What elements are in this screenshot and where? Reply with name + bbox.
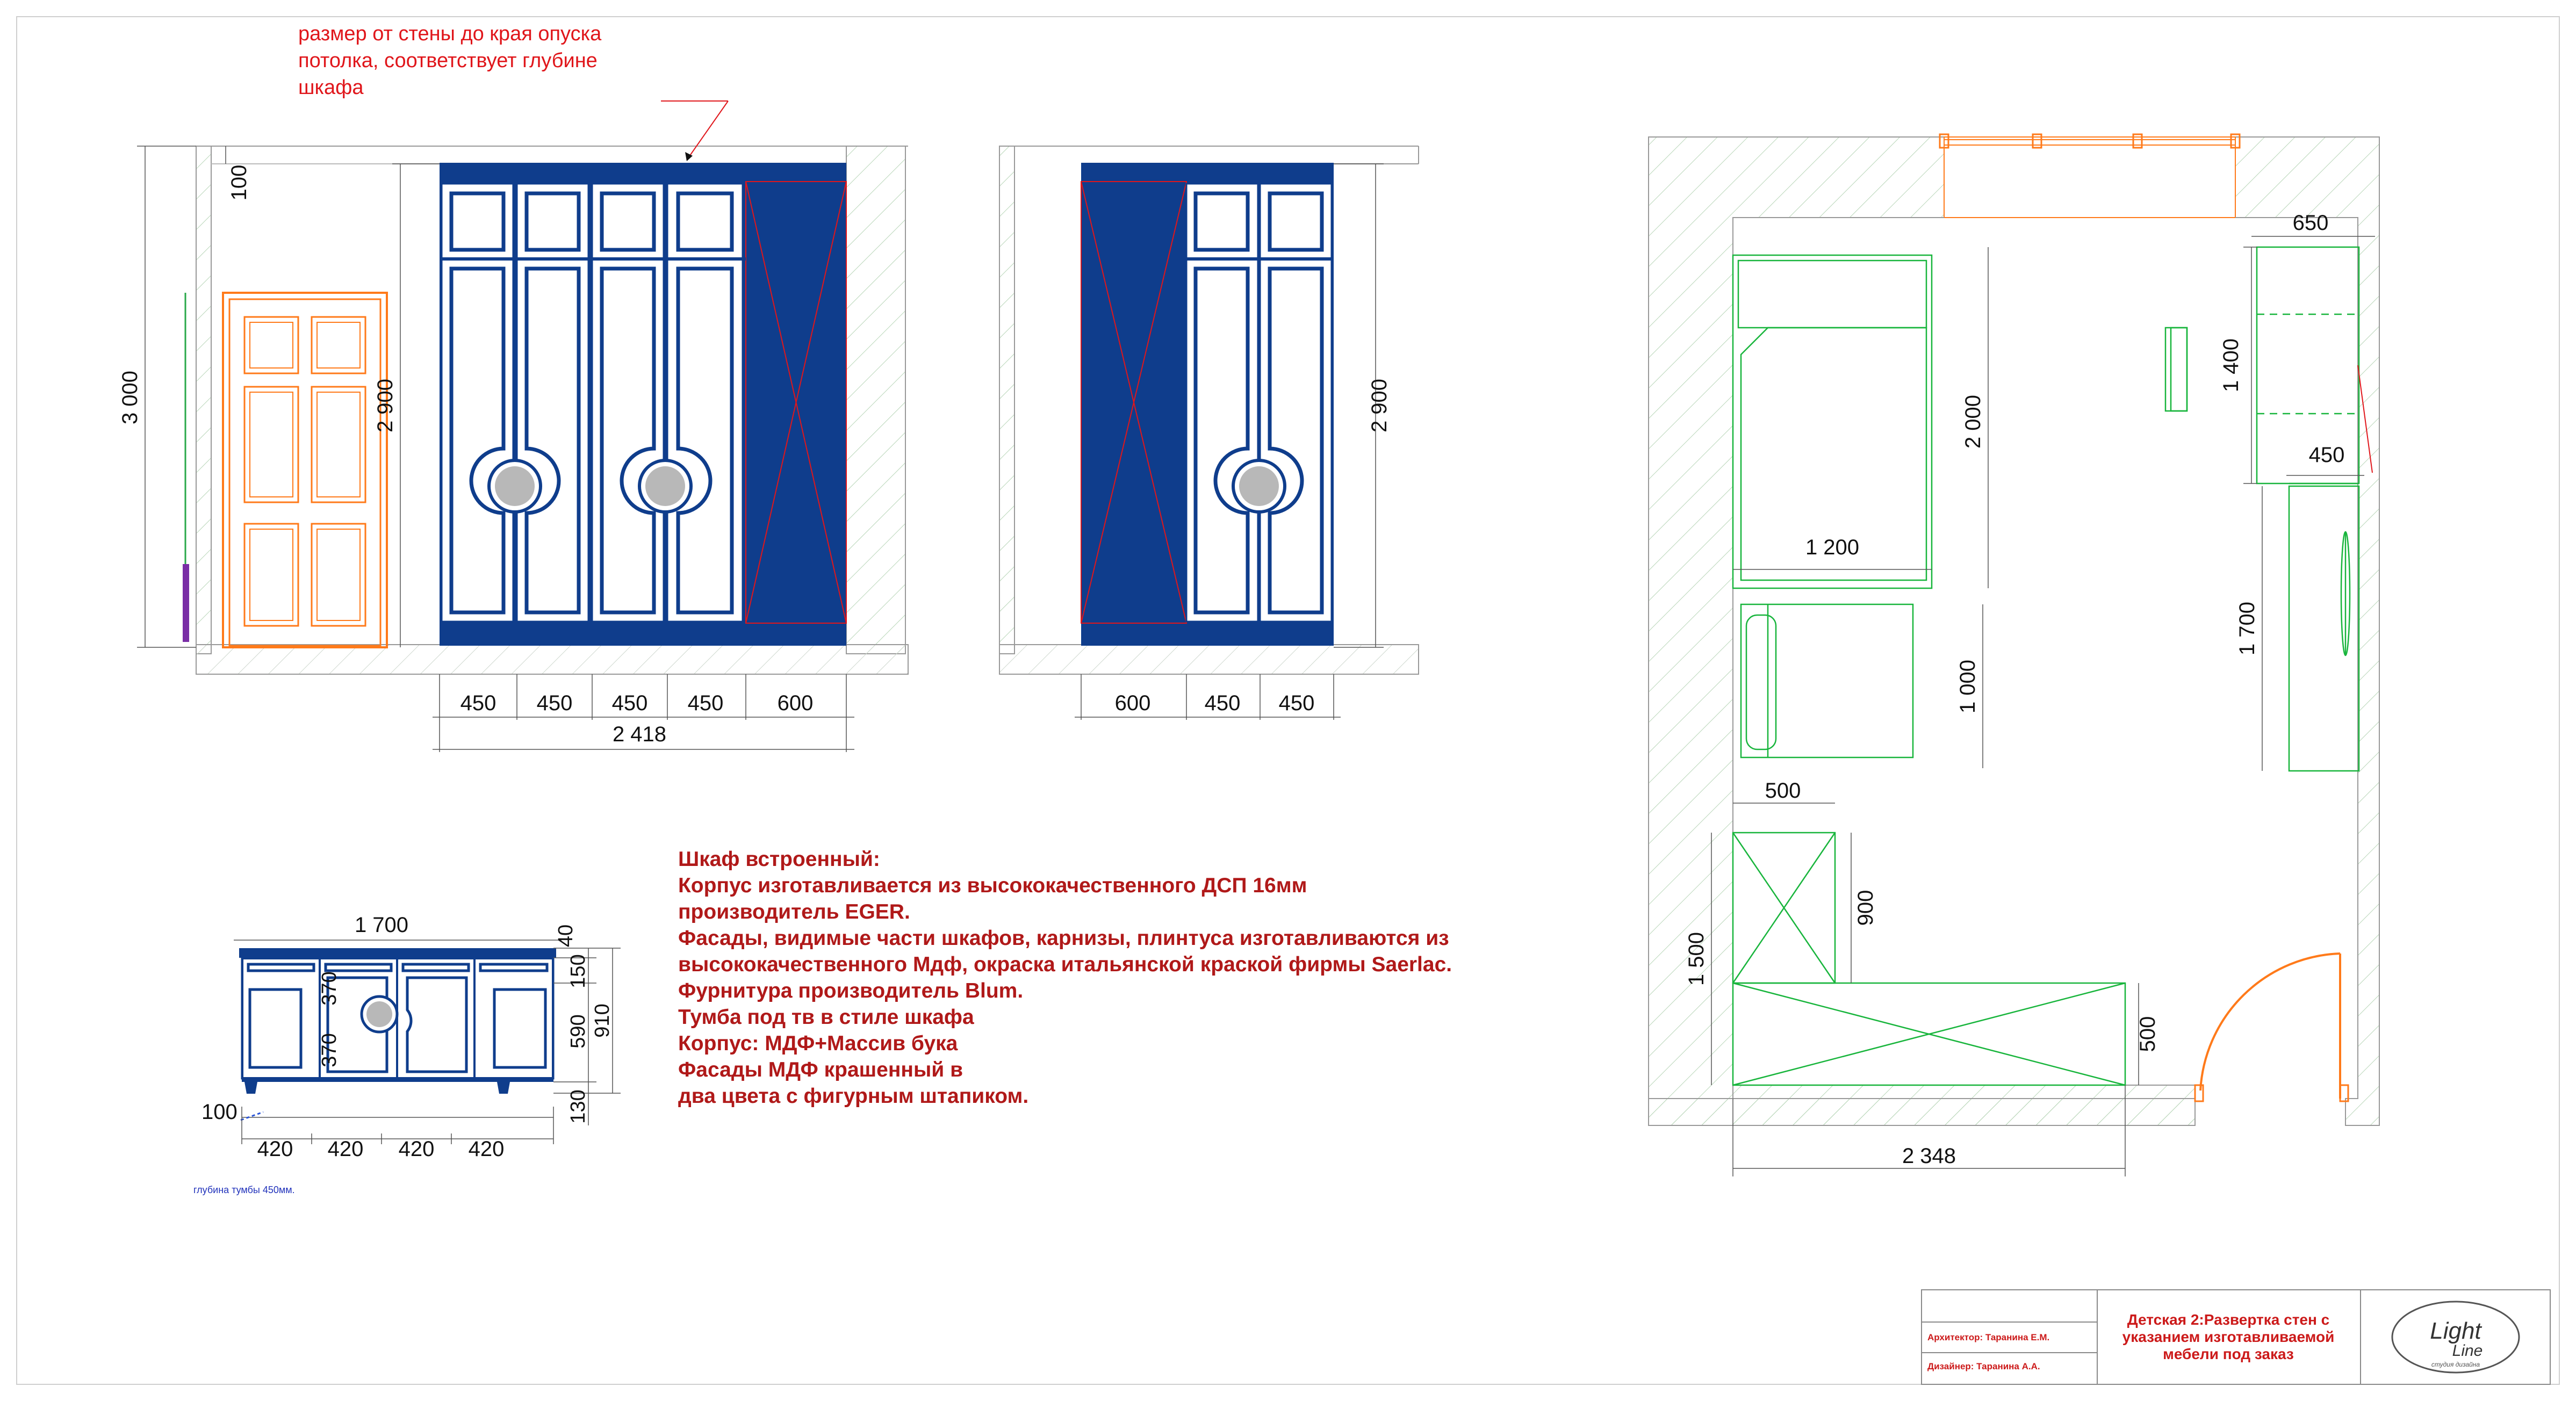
spec-line: два цвета с фигурным штапиком. (678, 1085, 1029, 1108)
plan-shelf-length: 1 700 (2235, 601, 2259, 656)
designer-label: Дизайнер: Таранина А.А. (1927, 1361, 2040, 1371)
spec-line: Тумба под тв в стиле шкафа (678, 1006, 974, 1029)
ceiling-note-line-2: потолка, соответствует глубине (298, 49, 598, 72)
spec-line: Фурнитура производитель Blum. (678, 979, 1024, 1002)
plan-chair-depth: 500 (1765, 779, 1801, 803)
wardrobe-elevation-1 (440, 163, 846, 646)
tv-unit-height-3: 590 (567, 1014, 589, 1049)
tv-unit-height-4: 130 (567, 1089, 589, 1124)
plan-chair-length: 1 000 (1956, 659, 1980, 714)
title-block (1921, 1289, 2551, 1385)
floor-plan (1649, 134, 2379, 1176)
title-block-authors (1922, 1290, 2098, 1384)
ceiling-note-line-3: шкафа (298, 76, 364, 99)
svg-text:Light: Light (2430, 1318, 2481, 1344)
title-block-title (2097, 1290, 2361, 1384)
tv-unit-inner-height-2: 370 (318, 1033, 341, 1067)
plan-bed-width: 1 200 (1805, 536, 1860, 559)
spec-line: Корпус изготавливается из высококачественного ДСП 16мм (678, 874, 1307, 897)
elevation-1-width-5: 600 (777, 691, 814, 715)
armchair-plan (1741, 604, 1913, 757)
plan-room-width: 2 348 (1902, 1144, 1956, 1168)
wardrobe-elevation-2 (1081, 163, 1334, 646)
sheet-title: Детская 2:Развертка стен с указанием изготавливаемой мебели под заказ (2122, 1311, 2335, 1362)
tv-unit-offset-left: 100 (202, 1100, 238, 1124)
spec-line: Фасады, видимые части шкафов, карнизы, плинтуса изготавливаются из (678, 927, 1449, 950)
svg-text:студия дизайна: студия дизайна (2431, 1361, 2480, 1368)
elevation-1-width-1: 450 (460, 691, 497, 715)
tv-unit-width-2: 420 (327, 1137, 364, 1161)
svg-text:Line: Line (2452, 1342, 2483, 1360)
studio-logo (2360, 1290, 2551, 1384)
elevation-2-width-3: 450 (1278, 691, 1315, 715)
spec-line: Корпус: МДФ+Массив бука (678, 1032, 958, 1055)
plan-shelf-depth: 450 (2308, 443, 2345, 467)
wardrobe-plan (1733, 833, 2125, 1085)
tv-unit-elevation (234, 940, 621, 1125)
plan-desk-length: 1 400 (2219, 338, 2243, 393)
plan-lower-depth: 500 (2136, 1016, 2160, 1052)
door-plan (2195, 954, 2348, 1101)
shelf-plan (2289, 486, 2359, 771)
ceiling-note-leader (661, 101, 728, 161)
tv-unit-width: 1 700 (354, 913, 409, 937)
spec-line: Фасады МДФ крашенный в (678, 1058, 963, 1081)
architect-label: Архитектор: Таранина Е.М. (1927, 1332, 2050, 1342)
tv-unit-depth-note: глубина тумбы 450мм. (193, 1185, 295, 1195)
elevation-1-width-3: 450 (611, 691, 648, 715)
elevation-1-width-4: 450 (687, 691, 724, 715)
plan-wardrobe-length: 1 500 (1685, 931, 1708, 986)
tv-unit-width-3: 420 (398, 1137, 435, 1161)
spec-line: производитель EGER. (678, 900, 910, 923)
spec-line: высококачественного Мдф, окраска итальянской краской фирмы Saerlac. (678, 953, 1452, 976)
elevation-1-height-total: 3 000 (118, 370, 142, 425)
elevation-1-width-2: 450 (536, 691, 573, 715)
elevation-2 (999, 146, 1419, 720)
elevation-2-width-2: 450 (1204, 691, 1241, 715)
tv-unit-height-2: 150 (567, 954, 589, 988)
tv-unit-width-1: 420 (257, 1137, 293, 1161)
plan-dimension-lines (1711, 236, 2375, 1176)
elevation-1 (118, 23, 908, 752)
elevation-2-height-wardrobe: 2 900 (1368, 378, 1391, 433)
tv-unit-total-height: 910 (591, 1003, 614, 1038)
tv-unit-width-4: 420 (468, 1137, 505, 1161)
elevation-1-height-wardrobe: 2 900 (373, 378, 397, 433)
spec-line: Шкаф встроенный: (678, 848, 880, 871)
elevation-1-total-width: 2 418 (612, 723, 667, 746)
plan-bed-length: 2 000 (1961, 394, 1985, 449)
tv-unit-inner-height-1: 370 (318, 971, 341, 1006)
elevation-1-top-gap: 100 (227, 164, 251, 201)
door-elevation (223, 293, 387, 647)
plan-desk-depth: 650 (2292, 211, 2329, 235)
ceiling-note-line-1: размер от стены до края опуска (298, 23, 602, 45)
specification-text (678, 846, 1538, 1109)
tv-unit-height-1: 40 (555, 924, 577, 948)
elevation-2-width-1: 600 (1114, 691, 1151, 715)
plan-wardrobe-width: 900 (1854, 890, 1877, 926)
